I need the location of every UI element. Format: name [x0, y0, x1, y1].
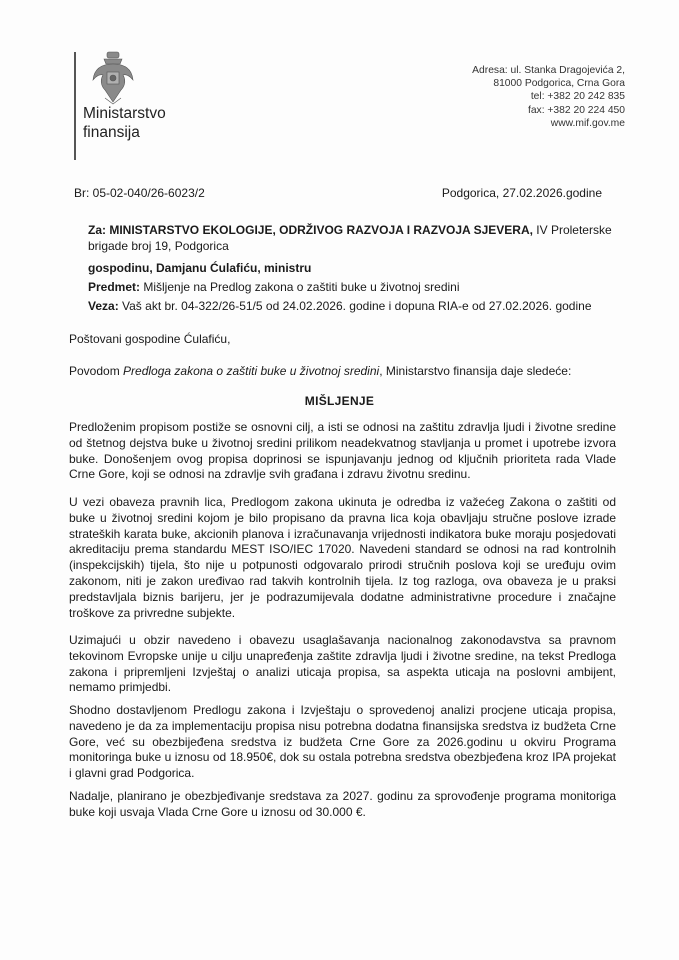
address-website: www.mif.gov.me — [550, 117, 625, 129]
link-label: Veza: — [88, 299, 119, 313]
body-paragraph-2: U vezi obaveza pravnih lica, Predlogom zakona ukinuta je odredba iz važećeg Zakona o zaštiti od buke u životnoj sredini kojom je bilo propisano da pravna lica koja obavljaju stručne poslove izrade strateških karata buke, akcionih planova i izračunavanja vrijednosti indikatora buke moraju posjedovati akreditaciju prema standardu MEST ISO/IEC 17020. Navedeni standard se odnosi na rad kontrolnih (inspekcijskih) tijela, što nije u potpunosti odgovaralo prirodi stručnih poslova koji se uređuju ovim zakonom, niti je zakon uređivao rad takvih kontrolnih tijela. Iz tog razloga, ova obaveza je u praksi predstavljala biznis barijeru, jer je podrazumijevala dodatne administrativne procedure i značajne troškove za privredne subjekte. — [69, 495, 616, 620]
body-paragraph-4: Shodno dostavljenom Predlogu zakona i Izvještaju o sprovedenoj analizi procjene uticaja propisa, navedeno je da za implementaciju propisa nisu potrebna dodatna finansijska sredstva iz budžeta Crne Gore, već su obezbijeđena sredstva iz budžeta Crne Gore za 2026.godinu u okviru Programa monitoringa buke u iznosu od 18.950€, dok su ostala potrebna sredstva obezbjeđena kroz IPA projekat i glavni grad Podgorica. — [69, 703, 616, 781]
ministry-address-block — [472, 64, 625, 130]
addressee: gospodinu, Damjanu Ćulafiću, ministru — [88, 261, 312, 275]
address-street: Adresa: ul. Stanka Dragojevića 2, — [472, 65, 625, 76]
recipient-block — [88, 222, 618, 254]
ministry-name-line1: Ministarstvo — [83, 105, 166, 122]
link-text: Vaš akt br. 04-322/26-51/5 od 24.02.2026. godine i dopuna RIA-e od 27.02.2026. godine — [118, 299, 592, 313]
subject-label: Predmet: — [88, 280, 141, 294]
intro-suffix: , Ministarstvo finansija daje sledeće: — [379, 364, 572, 378]
greeting: Poštovani gospodine Ćulafiću, — [69, 332, 231, 346]
reference-link-line — [88, 298, 618, 314]
body-paragraph-5: Nadalje, planirano je obezbjeđivanje sredstava za 2027. godinu za sprovođenje programa monitoriga buke koji usvaja Vlada Crne Gore u iznosu od 30.000 €. — [69, 789, 616, 819]
intro-prefix: Povodom — [69, 364, 124, 378]
recipient-label: Za: — [88, 223, 106, 237]
subject-text: Mišljenje na Predlog zakona o zaštiti buke u životnoj sredini — [140, 280, 460, 294]
address-fax: fax: +382 20 224 450 — [527, 104, 625, 116]
recipient-address-part2: brigade broj 19, Podgorica — [88, 239, 229, 253]
opinion-title: MIŠLJENJE — [304, 394, 375, 408]
subject-line — [88, 279, 618, 295]
reference-line — [74, 186, 602, 200]
place-and-date: Podgorica, 27.02.2026.godine — [441, 186, 602, 200]
body-paragraph-1: Predloženim propisom postiže se osnovni cilj, a isti se odnosi na zaštitu zdravlja ljudi i životne sredine od štetnog dejstva buke u životnoj sredini prilikom neadekvatnog stavljanja u promet i upotrebe izvora buke. Donošenjem ovog propisa doprinosi se ispunjavanju jednog od ključnih prioriteta rada Vlade Crne Gore, koji se odnosi na zdravlje svih građana i zdravu životnu sredinu. — [69, 420, 616, 482]
ministry-name — [83, 104, 166, 142]
intro-law-title: Predloga zakona o zaštiti buke u životnoj sredini — [123, 364, 380, 378]
address-phone: tel: +382 20 242 835 — [530, 91, 625, 103]
letterhead-divider — [74, 52, 76, 160]
reference-number: Br: 05-02-040/26-6023/2 — [74, 186, 205, 200]
address-city: 81000 Podgorica, Crna Gora — [493, 78, 625, 90]
intro-paragraph — [69, 364, 616, 380]
ministry-name-line2: finansija — [83, 124, 140, 141]
recipient-address-part1: IV Proleterske — [532, 223, 612, 237]
montenegro-coat-of-arms-icon — [90, 50, 136, 106]
body-paragraph-3: Uzimajući u obzir navedeno i obavezu usaglašavanja nacionalnog zakonodavstva sa pravnom tekovinom Evropske unije u cilju unapređenja zaštite zdravlja ljudi i životne sredine, na tekst Predloga zakona i pripremljeni Izvještaj o analizi uticaja propisa, sa aspekta uticaja na poslovni ambijent, nemamo primjedbi. — [69, 633, 616, 695]
recipient-name: MINISTARSTVO EKOLOGIJE, ODRŽIVOG RAZVOJA I RAZVOJA SJEVERA, — [109, 223, 533, 237]
